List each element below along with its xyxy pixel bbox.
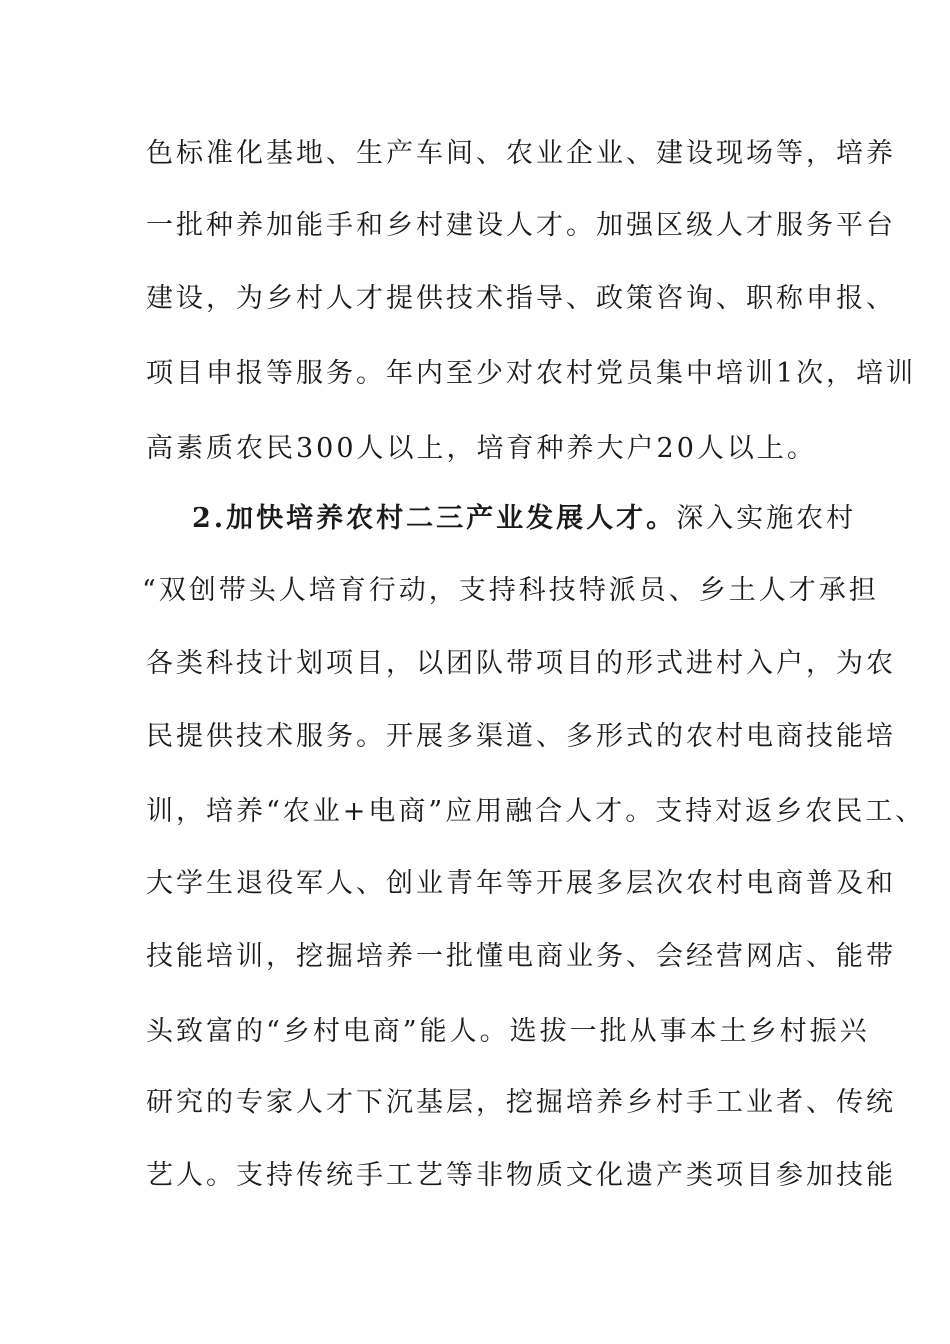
text-line: 建设，为乡村人才提供技术指导、政策咨询、职称申报、 bbox=[146, 283, 896, 314]
text-line: 艺人。支持传统手工艺等非物质文化遗产类项目参加技能 bbox=[146, 1160, 896, 1191]
text-line: 训，培养“农业+电商”应用融合人才。支持对返乡农民工、 bbox=[146, 796, 926, 827]
section-heading bbox=[192, 502, 856, 536]
text-line: 技能培训，挖掘培养一批懂电商业务、会经营网店、能带 bbox=[146, 941, 896, 972]
text-line: 民提供技术服务。开展多渠道、多形式的农村电商技能培 bbox=[146, 721, 896, 752]
text-line: 大学生退役军人、创业青年等开展多层次农村电商普及和 bbox=[146, 868, 896, 899]
text-line: 高素质农民300人以上，培育种养大户20人以上。 bbox=[146, 433, 817, 464]
text-line: 各类科技计划项目，以团队带项目的形式进村入户，为农 bbox=[146, 648, 896, 679]
text-line: 项目申报等服务。年内至少对农村党员集中培训1次，培训 bbox=[146, 358, 917, 389]
heading-continuation: 深入实施农村 bbox=[676, 503, 857, 534]
text-line: 头致富的“乡村电商”能人。选拔一批从事本土乡村振兴 bbox=[146, 1016, 870, 1047]
text-line: 一批种养加能手和乡村建设人才。加强区级人才服务平台 bbox=[146, 210, 896, 241]
text-line: 色标准化基地、生产车间、农业企业、建设现场等，培养 bbox=[146, 138, 896, 169]
heading-title: 2.加快培养农村二三产业发展人才。 bbox=[192, 503, 677, 534]
text-line: 研究的专家人才下沉基层，挖掘培养乡村手工业者、传统 bbox=[146, 1087, 896, 1118]
text-line: “双创带头人培育行动，支持科技特派员、乡土人才承担 bbox=[142, 575, 879, 606]
